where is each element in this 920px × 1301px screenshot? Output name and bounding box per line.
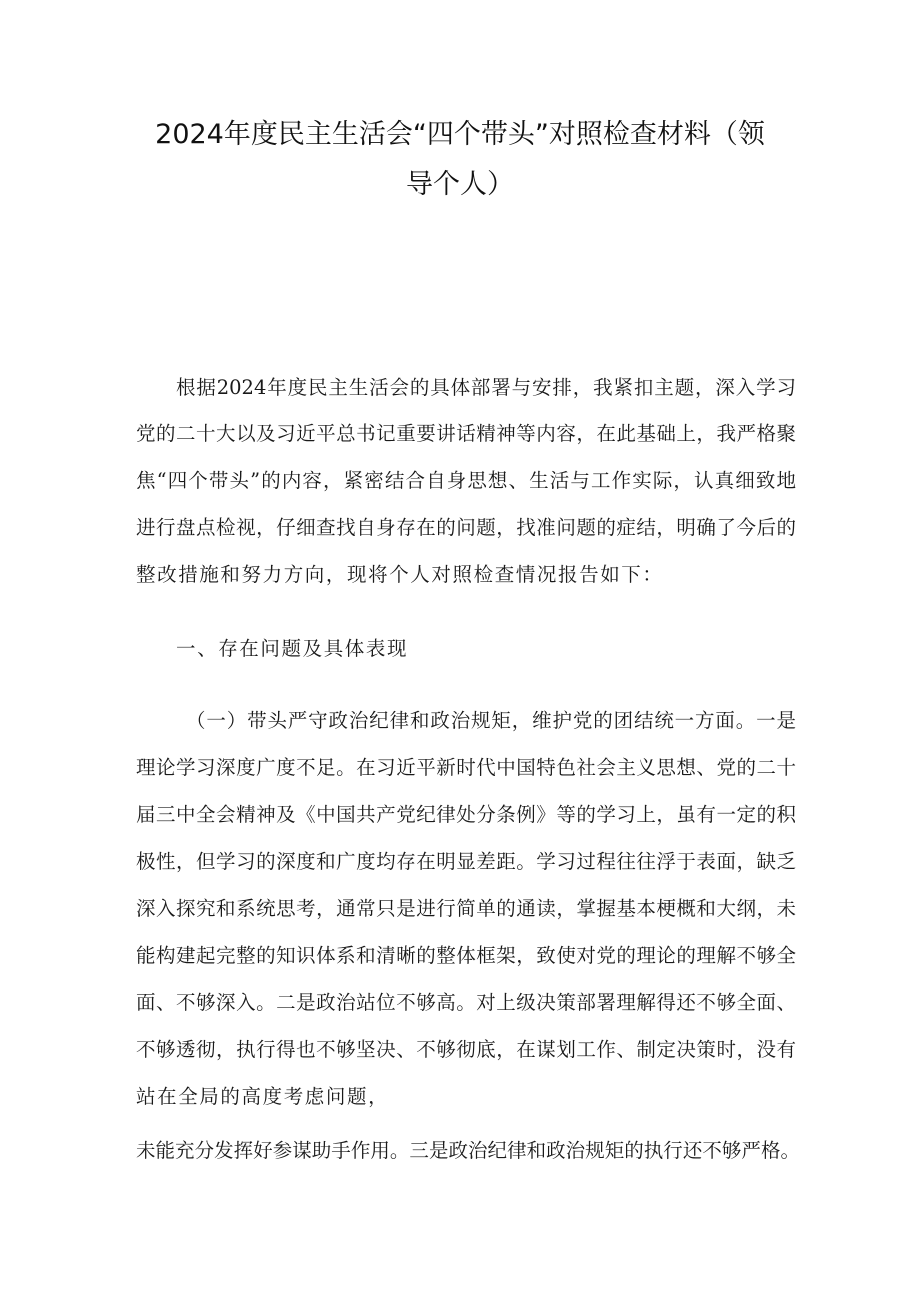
paragraph-line: 理论学习深度广度不足。在习近平新时代中国特色社会主义思想、党的二十	[136, 756, 796, 779]
paragraph-line: 届三中全会精神及《中国共产党纪律处分条例》等的学习上，虽有一定的积	[136, 803, 796, 826]
section-heading: 一、存在问题及具体表现	[176, 637, 409, 660]
intro-line: 党的二十大以及习近平总书记重要讲话精神等内容，在此基础上，我严格聚	[136, 422, 796, 445]
intro-line: 根据2024年度民主生活会的具体部署与安排，我紧扣主题，深入学习	[176, 376, 796, 399]
intro-line: 焦“四个带头”的内容，紧密结合自身思想、生活与工作实际，认真细致地	[136, 469, 796, 492]
document-title-line-2: 导个人）	[406, 169, 514, 200]
paragraph-line: 深入探究和系统思考，通常只是进行简单的通读，掌握基本梗概和大纲，未	[136, 897, 796, 920]
paragraph-line: （一）带头严守政治纪律和政治规矩，维护党的团结统一方面。一是	[186, 709, 796, 732]
document-title-line-1: 2024年度民主生活会“四个带头”对照检查材料（领	[155, 119, 765, 150]
paragraph-line: 能构建起完整的知识体系和清晰的整体框架，致使对党的理论的理解不够全	[136, 944, 796, 967]
paragraph-line: 面、不够深入。二是政治站位不够高。对上级决策部署理解得还不够全面、	[136, 991, 796, 1014]
intro-line: 整改措施和努力方向，现将个人对照检查情况报告如下：	[136, 563, 664, 586]
intro-line: 进行盘点检视，仔细查找自身存在的问题，找准问题的症结，明确了今后的	[136, 516, 796, 539]
paragraph-line: 站在全局的高度考虑问题，	[136, 1085, 390, 1108]
paragraph-line: 不够透彻，执行得也不够坚决、不够彻底，在谋划工作、制定决策时，没有	[136, 1038, 796, 1061]
paragraph-line: 极性，但学习的深度和广度均存在明显差距。学习过程往往浮于表面，缺乏	[136, 850, 796, 873]
paragraph-line: 未能充分发挥好参谋助手作用。三是政治纪律和政治规矩的执行还不够严格。	[136, 1139, 800, 1162]
